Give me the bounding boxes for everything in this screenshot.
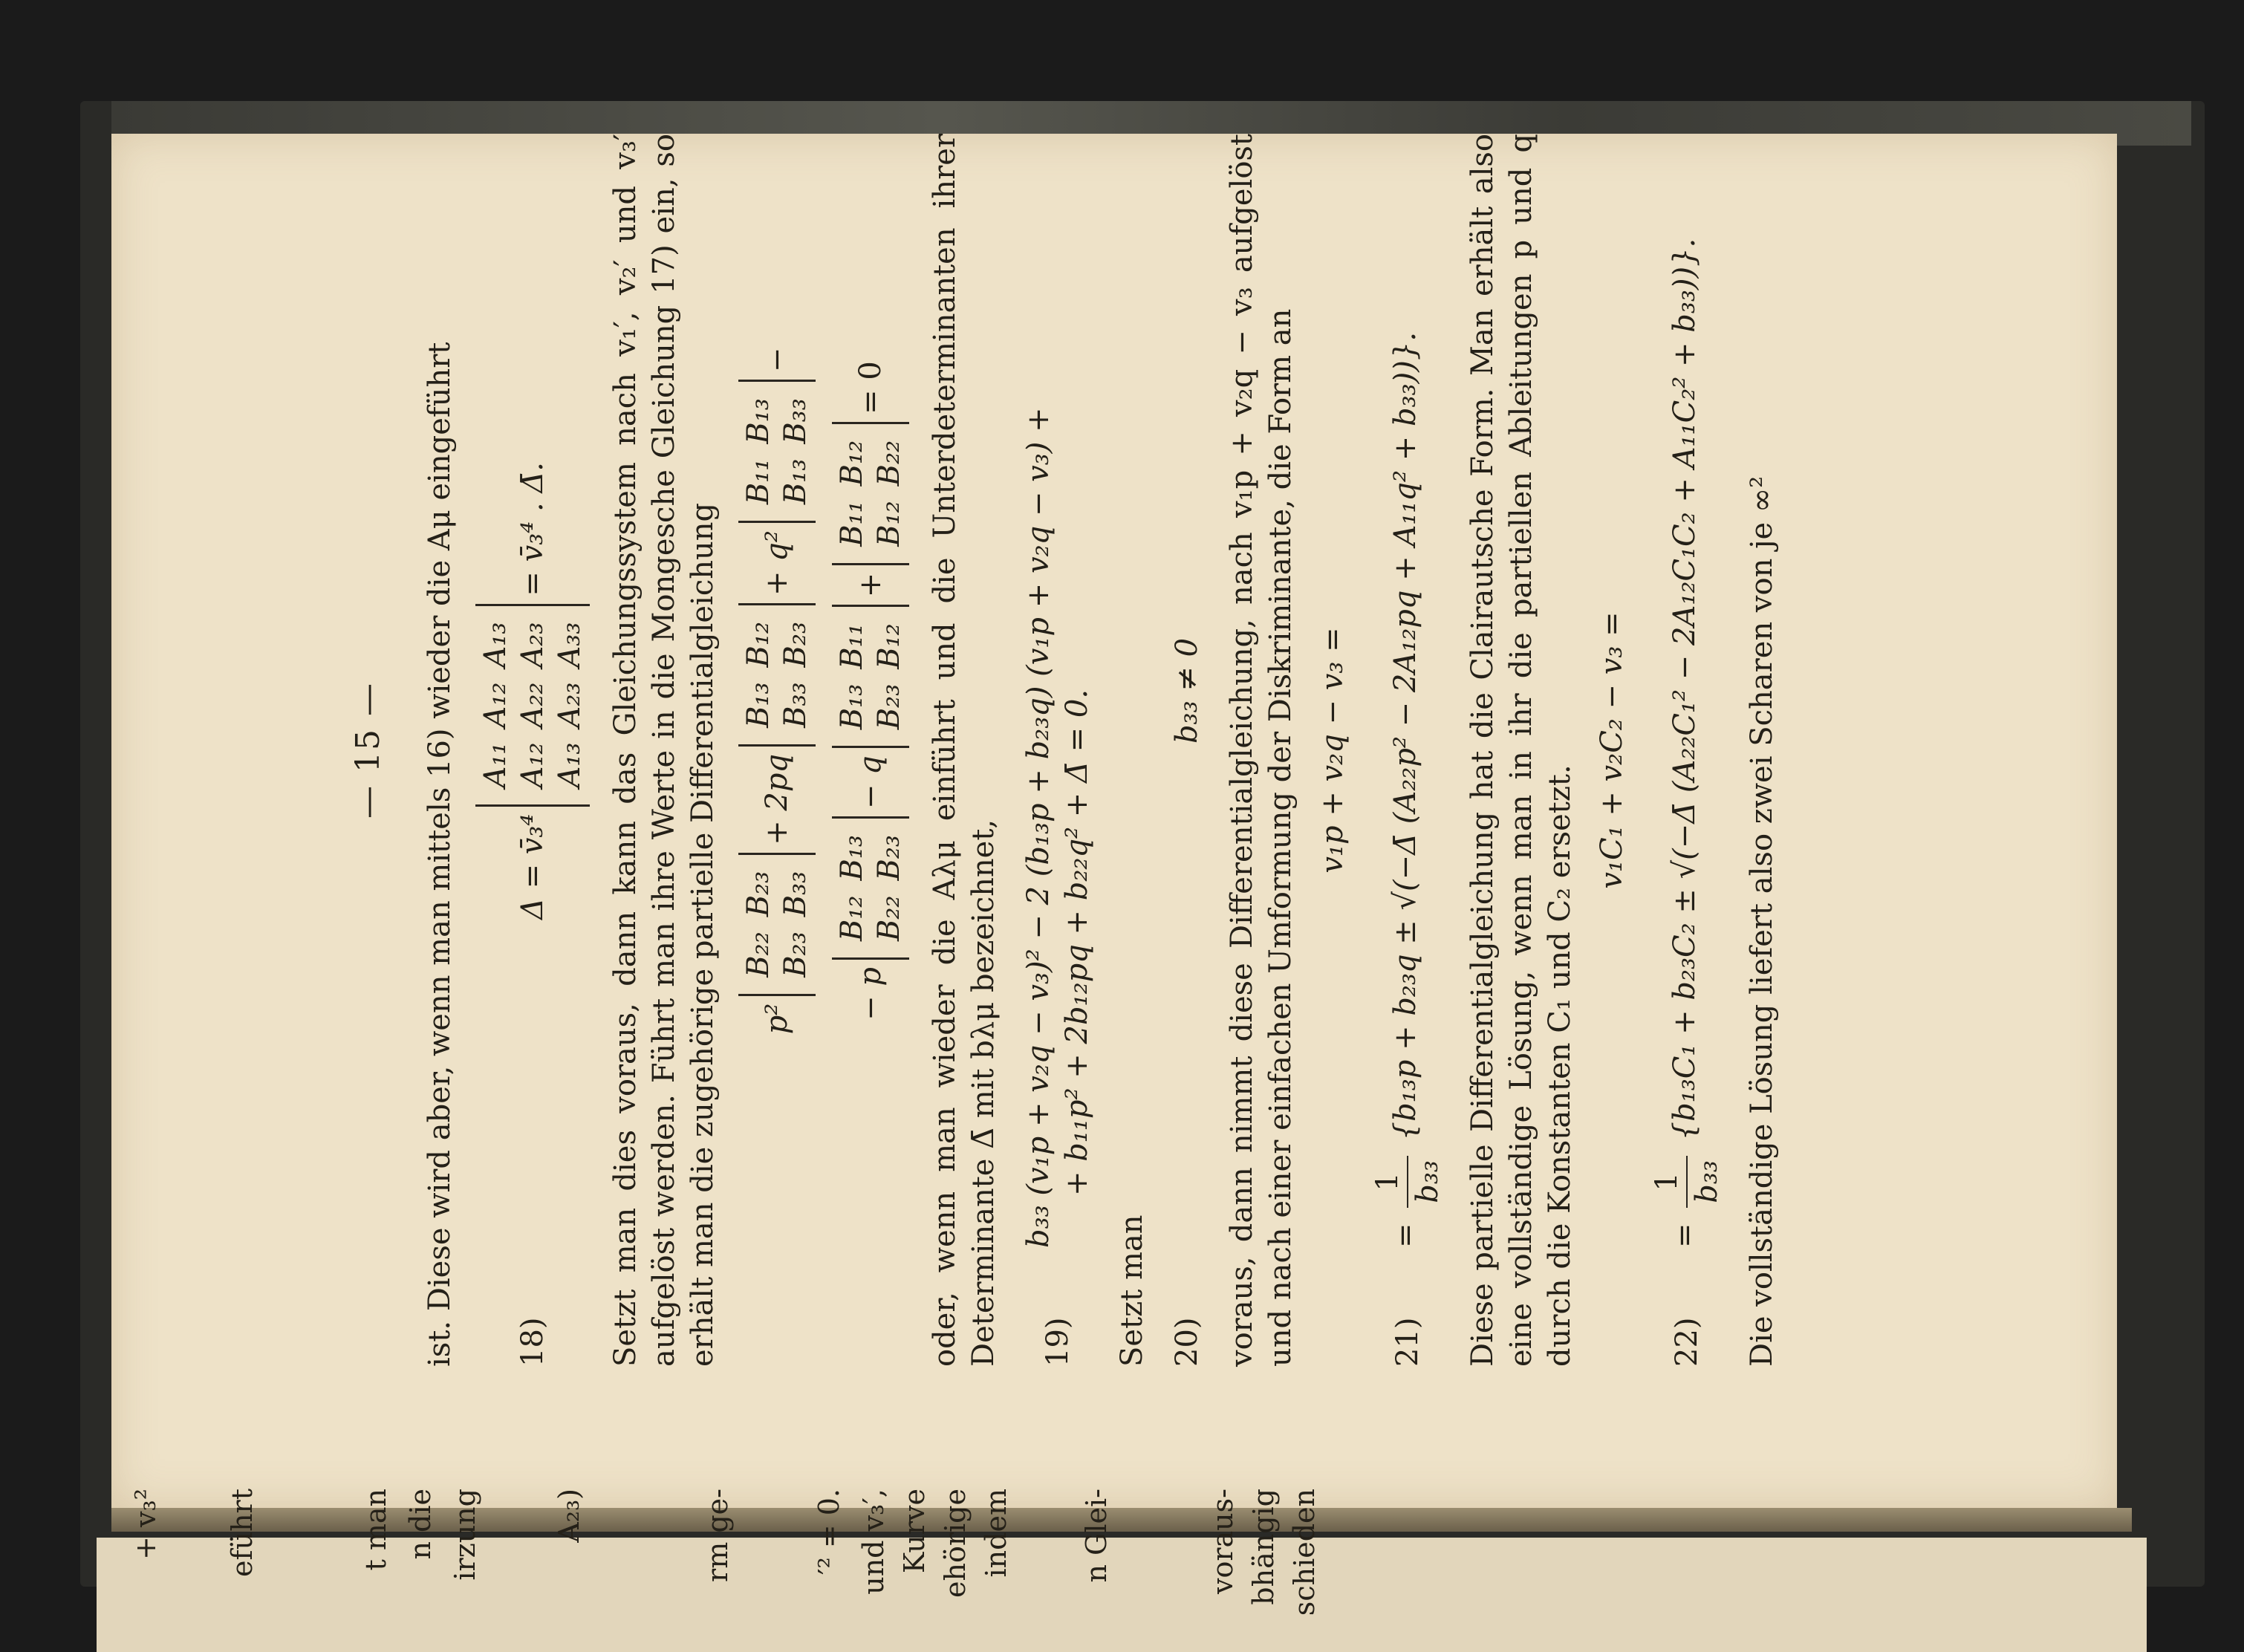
- fraction-numerator: 1: [1648, 1156, 1688, 1208]
- pde-term: + 2pq: [760, 753, 794, 845]
- left-line: irzung: [449, 1489, 481, 1581]
- page-number: — 15 —: [349, 682, 387, 819]
- matrix-entry: A₁₃: [553, 742, 587, 788]
- equation-22: [1648, 134, 1726, 1367]
- matrix-entry: B₁₃: [835, 835, 869, 881]
- equation-number: 21): [1391, 1317, 1425, 1367]
- paragraph-7: Die vollständige Lösung liefert also zwei Scharen von je ∞²: [1745, 475, 1779, 1367]
- equation-body: b₃₃ ≠ 0: [1170, 637, 1204, 744]
- matrix-entry: B₁₂: [741, 621, 775, 668]
- fraction-denominator: b₃₃: [1411, 1160, 1445, 1203]
- left-line: bhängig: [1247, 1489, 1280, 1605]
- equation-line: b₃₃ (v₁p + v₂q − v₃)² − 2 (b₁₃p + b₂₃q) (v₁p + v₂q − v₃) +: [1021, 407, 1056, 1248]
- left-line: t man: [360, 1489, 392, 1571]
- paragraph-5: voraus, dann nimmt diese Differentialgleichung, nach v₁p + v₂q − v₃ aufgelöst und nach einer einfachen Umformung der Diskriminante, die Form an: [1225, 134, 1298, 1367]
- matrix-entry: B₃₃: [778, 682, 813, 728]
- matrix-entry: B₁₃: [741, 398, 775, 444]
- matrix-entry: B₂₃: [778, 931, 813, 978]
- matrix-entry: B₂₃: [872, 835, 906, 881]
- paragraph-4: Setzt man: [1115, 1214, 1149, 1367]
- determinant-B: [832, 816, 909, 960]
- matrix-entry: A₂₃: [516, 622, 550, 668]
- pde-term: − p: [853, 967, 888, 1021]
- pde-term: −: [760, 347, 794, 373]
- paragraph-6: Diese partielle Differentialgleichung hat die Clairautsche Form. Man erhält also eine vollständige Lösung, wenn man in ihr die partiellen Ableitungen p und q durch die Konstanten C₁ und C₂ ersetzt.: [1466, 134, 1577, 1367]
- left-line: n die: [404, 1489, 437, 1560]
- determinant-B: [738, 603, 816, 747]
- matrix-entry: B₁₂: [835, 440, 869, 487]
- fraction-denominator: b₃₃: [1690, 1160, 1724, 1203]
- matrix-entry: B₂₃: [872, 683, 906, 730]
- matrix-entry: B₃₃: [778, 398, 813, 444]
- left-line: und v₃′,: [857, 1489, 890, 1595]
- equation-21: [1368, 134, 1447, 1367]
- pde-term: p²: [760, 1003, 794, 1035]
- determinant-B: [832, 605, 909, 748]
- equation-20: [1168, 134, 1206, 1367]
- matrix-entry: B₁₂: [835, 895, 869, 942]
- pde-line-1: [738, 134, 816, 1367]
- equation-number: 20): [1170, 1317, 1204, 1367]
- matrix-entry: A₁₂: [478, 682, 513, 728]
- equation-number: 22): [1670, 1317, 1704, 1367]
- equation-19: [1019, 134, 1096, 1367]
- matrix-entry: A₂₂: [516, 682, 550, 728]
- matrix-entry: B₁₁: [835, 501, 869, 547]
- matrix-entry: B₁₂: [872, 623, 906, 669]
- determinant-B: [738, 853, 816, 996]
- equation-centered: v₁C₁ + v₂C₂ − v₃ =: [1595, 611, 1629, 889]
- matrix-entry: A₁₂: [516, 742, 550, 788]
- pde-term: = 0: [853, 361, 888, 414]
- fraction-numerator: 1: [1368, 1156, 1408, 1208]
- left-line: ′² = 0.: [813, 1489, 845, 1575]
- fraction: [1648, 1156, 1726, 1208]
- matrix-entry: B₂₃: [741, 871, 775, 917]
- equation-centered: v₁p + v₂q − v₃ =: [1315, 627, 1350, 874]
- matrix-entry: B₁₃: [741, 682, 775, 728]
- equation-number: 19): [1041, 1317, 1075, 1367]
- equation-lead: =: [1388, 1223, 1422, 1248]
- matrix-entry: A₁₃: [478, 622, 513, 668]
- determinant-A: [475, 604, 590, 807]
- fraction: [1368, 1156, 1447, 1208]
- left-line: Kurve: [898, 1489, 931, 1574]
- matrix-entry: A₃₃: [553, 622, 587, 668]
- left-line: voraus-: [1206, 1489, 1239, 1594]
- matrix-entry: B₁₃: [778, 458, 813, 505]
- determinant-B: [832, 422, 909, 565]
- matrix-entry: B₂₂: [872, 895, 906, 942]
- paragraph-2: Setzt man dies voraus, dann kann das Gleichungssystem nach v₁′, v₂′ und v₃′ aufgelöst werden. Führt man ihre Werte in die Mongesche Gleichung 17) ein, so erhält man die zugehörige partielle Differentialgleichung: [608, 134, 720, 1367]
- left-line: ehörige: [939, 1489, 972, 1598]
- left-line: + v₃²: [129, 1489, 162, 1560]
- matrix-entry: B₂₂: [872, 440, 906, 487]
- left-line: schieden: [1288, 1489, 1321, 1616]
- paragraph-3: oder, wenn man wieder die Aλμ einführt und die Unterdeterminanten ihrer Determinante Δ̄ mit bλμ bezeichnet,: [928, 134, 1001, 1367]
- pde-term: − q: [853, 755, 888, 810]
- matrix-entry: B₁₂: [872, 501, 906, 547]
- determinant-B: [738, 380, 816, 523]
- pde-line-2: [832, 134, 909, 1367]
- left-page-fragments: [111, 1489, 1344, 1652]
- page-text: [349, 134, 1798, 1367]
- equation-line: + b₁₁p² + 2b₁₂pq + b₂₂q² + Δ̄ = 0.: [1060, 689, 1094, 1196]
- equation-lead: =: [1668, 1223, 1702, 1248]
- pde-term: +: [853, 572, 888, 598]
- matrix-entry: B₁₃: [835, 683, 869, 730]
- matrix-entry: B₃₃: [778, 871, 813, 917]
- equation-lhs: Δ = v̄₃⁴: [516, 813, 550, 920]
- matrix-entry: B₁₁: [835, 623, 869, 669]
- matrix-entry: B₁₁: [741, 458, 775, 505]
- matrix-entry: B₂₃: [778, 621, 813, 668]
- equation-number: 18): [516, 1317, 550, 1367]
- matrix-entry: A₂₃: [553, 682, 587, 728]
- equation-body: {b₁₃p + b₂₃q ± √(−Δ̄ (A₂₂p² − 2A₁₂pq + A₁₁q² + b₃₃))}.: [1388, 331, 1422, 1141]
- matrix-entry: B₂₂: [741, 931, 775, 978]
- equation-rhs: = v̄₃⁴ . Δ̄.: [516, 461, 550, 596]
- matrix-entry: A₁₁: [478, 742, 513, 788]
- paragraph-1: ist. Diese wird aber, wenn man mittels 16) wieder die Aμ eingeführt: [423, 342, 457, 1367]
- equation-body: {b₁₃C₁ + b₂₃C₂ ± √(−Δ̄ (A₂₂C₁² − 2A₁₂C₁C₂ + A₁₁C₂² + b₃₃))}.: [1668, 238, 1702, 1141]
- pde-term: + q²: [760, 530, 794, 596]
- left-line: rm ge-: [701, 1489, 734, 1582]
- left-line: n Glei-: [1080, 1489, 1113, 1583]
- left-line: A₂₃): [553, 1489, 585, 1543]
- left-line: eführt: [226, 1489, 258, 1577]
- equation-18: [475, 134, 590, 1367]
- left-line: indem: [980, 1489, 1012, 1578]
